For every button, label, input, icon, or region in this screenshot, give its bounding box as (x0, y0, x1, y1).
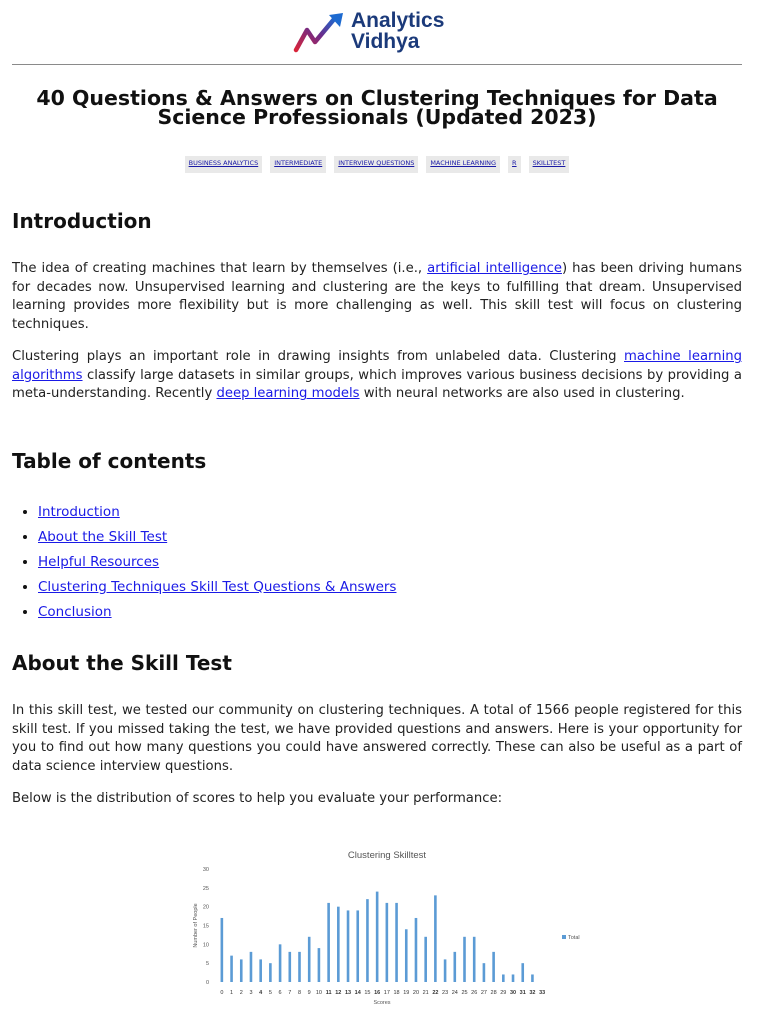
link-deep-learning-models[interactable]: deep learning models (216, 386, 360, 402)
chart-x-tick-label: 18 (393, 990, 400, 996)
chart-y-tick-label: 5 (205, 961, 209, 968)
heading-table-of-contents: Table of contents (12, 449, 207, 473)
chart-x-tick-label: 1 (230, 990, 234, 996)
chart-x-tick-label: 26 (471, 990, 478, 996)
chart-x-tick-label: 4 (259, 990, 263, 996)
chart-bar (463, 937, 466, 982)
intro-paragraph-2: Clustering plays an important role in drawing insights from unlabeled data. Clustering machine learning algorithms classify large datasets in similar groups, which improves various business decisions by providing a meta-understanding. Recently deep learning models with neural networks are also used in clustering. (12, 349, 742, 402)
chart-bar (318, 948, 321, 982)
tag-machine-learning[interactable]: MACHINE LEARNING (426, 156, 500, 173)
chart-x-tick-label: 30 (509, 990, 517, 996)
chart-x-axis-label: Scores (373, 1000, 391, 1006)
chart-x-tick-label: 23 (442, 990, 449, 996)
chart-bar (386, 903, 389, 982)
chart-x-tick-label: 22 (432, 990, 439, 996)
chart-x-tick-label: 32 (529, 990, 536, 996)
heading-introduction: Introduction (12, 209, 152, 233)
chart-bar (347, 910, 350, 982)
toc-item (38, 525, 396, 550)
chart-y-tick-label: 25 (202, 885, 209, 892)
chart-y-tick-label: 15 (202, 923, 209, 930)
chart-bar (531, 974, 534, 982)
chart-legend-label: Total (568, 935, 580, 941)
chart-bar (279, 944, 282, 982)
link-machine-learning-algorithms[interactable]: machine learning algorithms (12, 349, 742, 383)
table-of-contents-list (12, 500, 396, 625)
toc-link-conclusion[interactable]: Conclusion (38, 604, 112, 620)
chart-bar (492, 952, 495, 982)
chart-x-tick-label: 24 (451, 990, 458, 996)
chart-y-tick-label: 30 (202, 867, 209, 873)
chart-x-tick-label: 3 (249, 990, 253, 996)
about-paragraph-1: In this skill test, we tested our community on clustering techniques. A total of 1566 people registered for this skill test. If you missed taking the test, we have provided questions and answers. Here is your opportunity for you to find out how many questions you could have answered correctly. These can also be useful as a part of data science interview questions. (12, 703, 742, 775)
chart-x-tick-label: 27 (480, 990, 487, 996)
chart-bar (395, 903, 398, 982)
chart-bar (230, 956, 233, 982)
analytics-vidhya-logo[interactable] (293, 8, 463, 56)
chart-x-tick-label: 21 (422, 990, 429, 996)
toc-link-about-skill-test[interactable]: About the Skill Test (38, 529, 168, 545)
about-paragraph-2: Below is the distribution of scores to help you evaluate your performance: (12, 791, 503, 806)
logo-line2: Vidhya (351, 30, 420, 53)
chart-bar (221, 918, 224, 982)
chart-x-tick-label: 17 (383, 990, 390, 996)
chart-x-tick-label: 16 (374, 990, 381, 996)
tag-interview-questions[interactable]: INTERVIEW QUESTIONS (334, 156, 418, 173)
title-line1: 40 Questions & Answers on Clustering Techniques for Data (36, 86, 718, 110)
chart-x-tick-label: 33 (539, 990, 546, 996)
chart-bar (444, 959, 447, 982)
chart-x-tick-label: 14 (354, 990, 361, 996)
chart-bar (424, 937, 427, 982)
chart-bar (366, 899, 369, 982)
score-distribution-chart (177, 838, 597, 1018)
chart-bar (288, 952, 291, 982)
toc-item (38, 600, 396, 625)
chart-bar (337, 907, 340, 982)
tag-r[interactable]: R (508, 156, 521, 173)
toc-link-questions-answers[interactable]: Clustering Techniques Skill Test Questions & Answers (38, 579, 397, 595)
chart-bar (298, 952, 301, 982)
toc-item (38, 500, 396, 525)
chart-bar (453, 952, 456, 982)
site-header (12, 0, 742, 65)
chart-y-tick-label: 20 (202, 904, 209, 911)
chart-x-tick-label: 10 (315, 990, 322, 996)
chart-y-tick-label: 0 (205, 980, 209, 986)
chart-x-tick-label: 7 (288, 990, 292, 996)
heading-about-skill-test: About the Skill Test (12, 651, 232, 675)
score-distribution-svg (177, 838, 597, 1018)
chart-x-tick-label: 0 (220, 990, 224, 996)
chart-bar (308, 937, 311, 982)
chart-x-tick-label: 5 (268, 990, 272, 996)
intro-paragraph-1: The idea of creating machines that learn by themselves (i.e., artificial intelligence) has been driving humans for decades now. Unsupervised learning and clustering are the keys to fulfilling that dream. Unsupervised learning provides more flexibility but is more challenging as well. This skill test will focus on clustering techniques. (12, 261, 742, 333)
chart-x-tick-label: 13 (344, 990, 352, 996)
chart-y-axis-label: Number of People (193, 903, 199, 948)
chart-y-tick-label: 10 (202, 942, 209, 949)
title-line2: Science Professionals (Updated 2023) (157, 105, 597, 129)
chart-bar (473, 937, 476, 982)
toc-link-helpful-resources[interactable]: Helpful Resources (38, 554, 160, 570)
chart-bar (250, 952, 253, 982)
chart-bar (240, 959, 243, 982)
chart-x-tick-label: 15 (364, 990, 371, 996)
chart-x-tick-label: 8 (297, 990, 302, 996)
tag-business-analytics[interactable]: BUSINESS ANALYTICS (185, 156, 263, 173)
chart-bar (376, 892, 379, 982)
logo-line1: Analytics (351, 9, 445, 32)
chart-x-tick-label: 2 (239, 990, 243, 996)
chart-bar (415, 918, 418, 982)
chart-x-tick-label: 11 (325, 990, 332, 996)
chart-bar (483, 963, 486, 982)
page-title (12, 86, 742, 129)
chart-bar (512, 974, 515, 982)
chart-title: Clustering Skilltest (347, 850, 427, 861)
logo-wordmark (351, 10, 444, 52)
chart-x-tick-label: 9 (307, 990, 311, 996)
chart-x-tick-label: 31 (519, 990, 526, 996)
link-artificial-intelligence[interactable]: artificial intelligence (427, 261, 562, 276)
chart-legend-swatch (562, 935, 566, 939)
chart-bar (259, 959, 262, 982)
logo-chart-icon (293, 12, 347, 54)
chart-bar (521, 963, 524, 982)
chart-bar (405, 929, 408, 982)
tag-intermediate[interactable]: INTERMEDIATE (270, 156, 326, 173)
toc-link-introduction[interactable]: Introduction (38, 504, 120, 520)
tag-list (12, 156, 742, 173)
chart-x-tick-label: 6 (278, 990, 282, 996)
chart-x-tick-label: 29 (500, 990, 507, 996)
chart-x-tick-label: 20 (412, 990, 420, 996)
tag-skilltest[interactable]: SKILLTEST (529, 156, 570, 173)
chart-x-tick-label: 25 (461, 990, 468, 996)
toc-item (38, 550, 396, 575)
toc-item (38, 575, 396, 600)
chart-bar (356, 910, 359, 982)
chart-bar (327, 903, 330, 982)
chart-bar (434, 895, 437, 982)
chart-bar (269, 963, 272, 982)
chart-bar (502, 974, 505, 982)
chart-x-tick-label: 28 (490, 990, 497, 996)
chart-x-tick-label: 12 (335, 990, 342, 996)
chart-x-tick-label: 19 (403, 990, 410, 996)
